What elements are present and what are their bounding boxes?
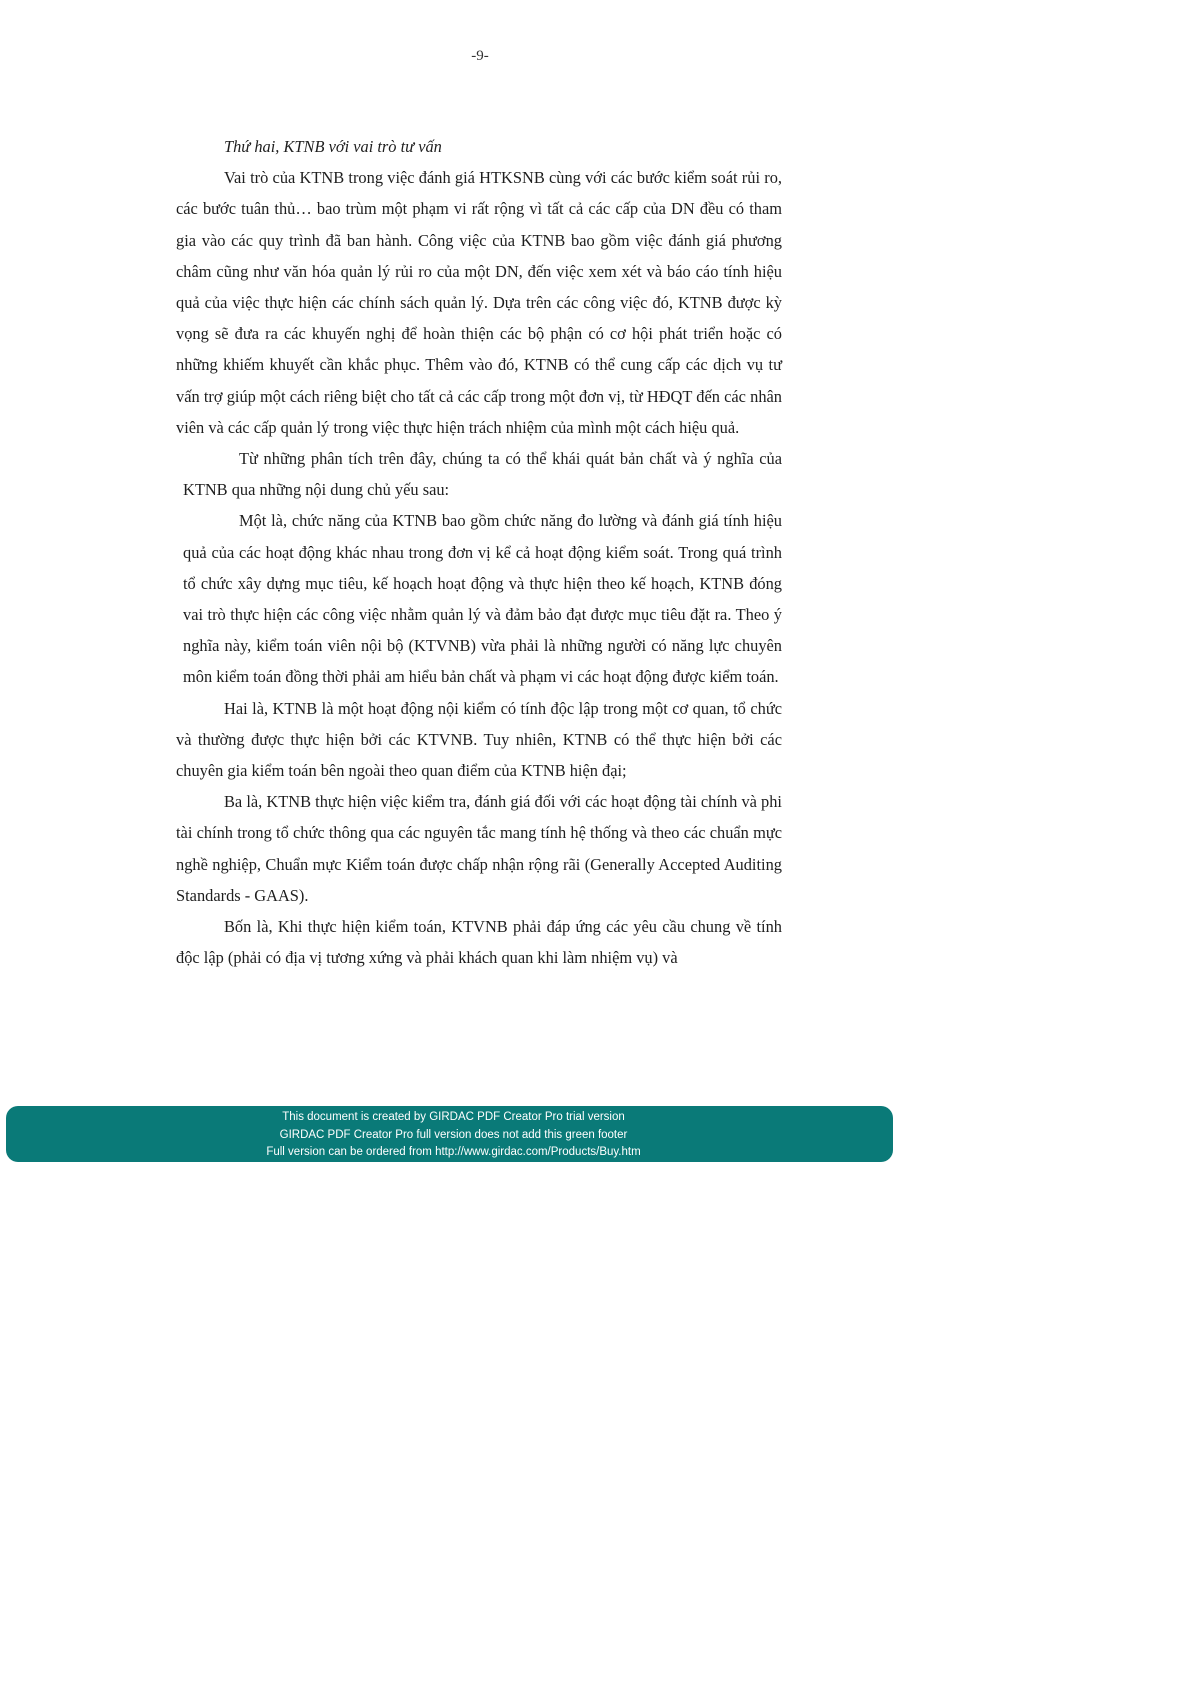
footer-line-order-url: Full version can be ordered from http://www.girdac.com/Products/Buy.htm xyxy=(266,1146,641,1159)
paragraph-point-three: Ba là, KTNB thực hiện việc kiểm tra, đánh giá đối với các hoạt động tài chính và phi tài chính trong tổ chức thông qua các nguyên tắc mang tính hệ thống và theo các chuẩn mực nghề nghiệp, Chuẩn mực Kiểm toán được chấp nhận rộng rãi (Generally Accepted Auditing Standards - GAAS). xyxy=(176,792,782,905)
paragraph-point-one: Một là, chức năng của KTNB bao gồm chức năng đo lường và đánh giá tính hiệu quả của các hoạt động khác nhau trong đơn vị kể cả hoạt động kiểm soát. Trong quá trình tổ chức xây dựng mục tiêu, kế hoạch hoạt động và thực hiện theo kế hoạch, KTNB đóng vai trò thực hiện các công việc nhằm quản lý và đảm bảo đạt được mục tiêu đặt ra. Theo ý nghĩa này, kiểm toán viên nội bộ (KTVNB) vừa phải là những người có năng lực chuyên môn kiểm toán đồng thời phải am hiểu bản chất và phạm vi các hoạt động được kiểm toán. xyxy=(183,511,782,687)
footer-line-full-version: GIRDAC PDF Creator Pro full version does not add this green footer xyxy=(279,1128,628,1141)
page-number: -9- xyxy=(471,48,489,64)
document-body xyxy=(176,131,782,973)
section-heading: Thứ hai, KTNB với vai trò tư vấn xyxy=(224,137,442,156)
paragraph-summary-intro: Từ những phân tích trên đây, chúng ta có thể khái quát bản chất và ý nghĩa của KTNB qua những nội dung chủ yếu sau: xyxy=(183,449,782,500)
paragraph-advisory-role: Vai trò của KTNB trong việc đánh giá HTKSNB cùng với các bước kiểm soát rủi ro, các bước tuân thủ… bao trùm một phạm vi rất rộng vì tất cả các cấp của DN đều có tham gia vào các quy trình đã ban hành. Công việc của KTNB bao gồm việc đánh giá phương châm cũng như văn hóa quản lý rủi ro của một DN, đến việc xem xét và báo cáo tính hiệu quả của việc thực hiện các chính sách quản lý. Dựa trên các công việc đó, KTNB được kỳ vọng sẽ đưa ra các khuyến nghị để hoàn thiện các bộ phận có cơ hội phát triển hoặc có những khiếm khuyết cần khắc phục. Thêm vào đó, KTNB có thể cung cấp các dịch vụ tư vấn trợ giúp một cách riêng biệt cho tất cả các cấp trong một đơn vị, từ HĐQT đến các nhân viên và các cấp quản lý trong việc thực hiện trách nhiệm của mình một cách hiệu quả. xyxy=(176,168,782,437)
trial-version-footer-banner xyxy=(6,1106,893,1162)
paragraph-point-four: Bốn là, Khi thực hiện kiểm toán, KTVNB phải đáp ứng các yêu cầu chung về tính độc lập (phải có địa vị tương xứng và phải khách quan khi làm nhiệm vụ) và xyxy=(176,917,782,968)
footer-line-created-by: This document is created by GIRDAC PDF Creator Pro trial version xyxy=(282,1111,625,1123)
paragraph-point-two: Hai là, KTNB là một hoạt động nội kiểm có tính độc lập trong một cơ quan, tổ chức và thường được thực hiện bởi các KTVNB. Tuy nhiên, KTNB có thể thực hiện bởi các chuyên gia kiểm toán bên ngoài theo quan điểm của KTNB hiện đại; xyxy=(176,698,782,781)
